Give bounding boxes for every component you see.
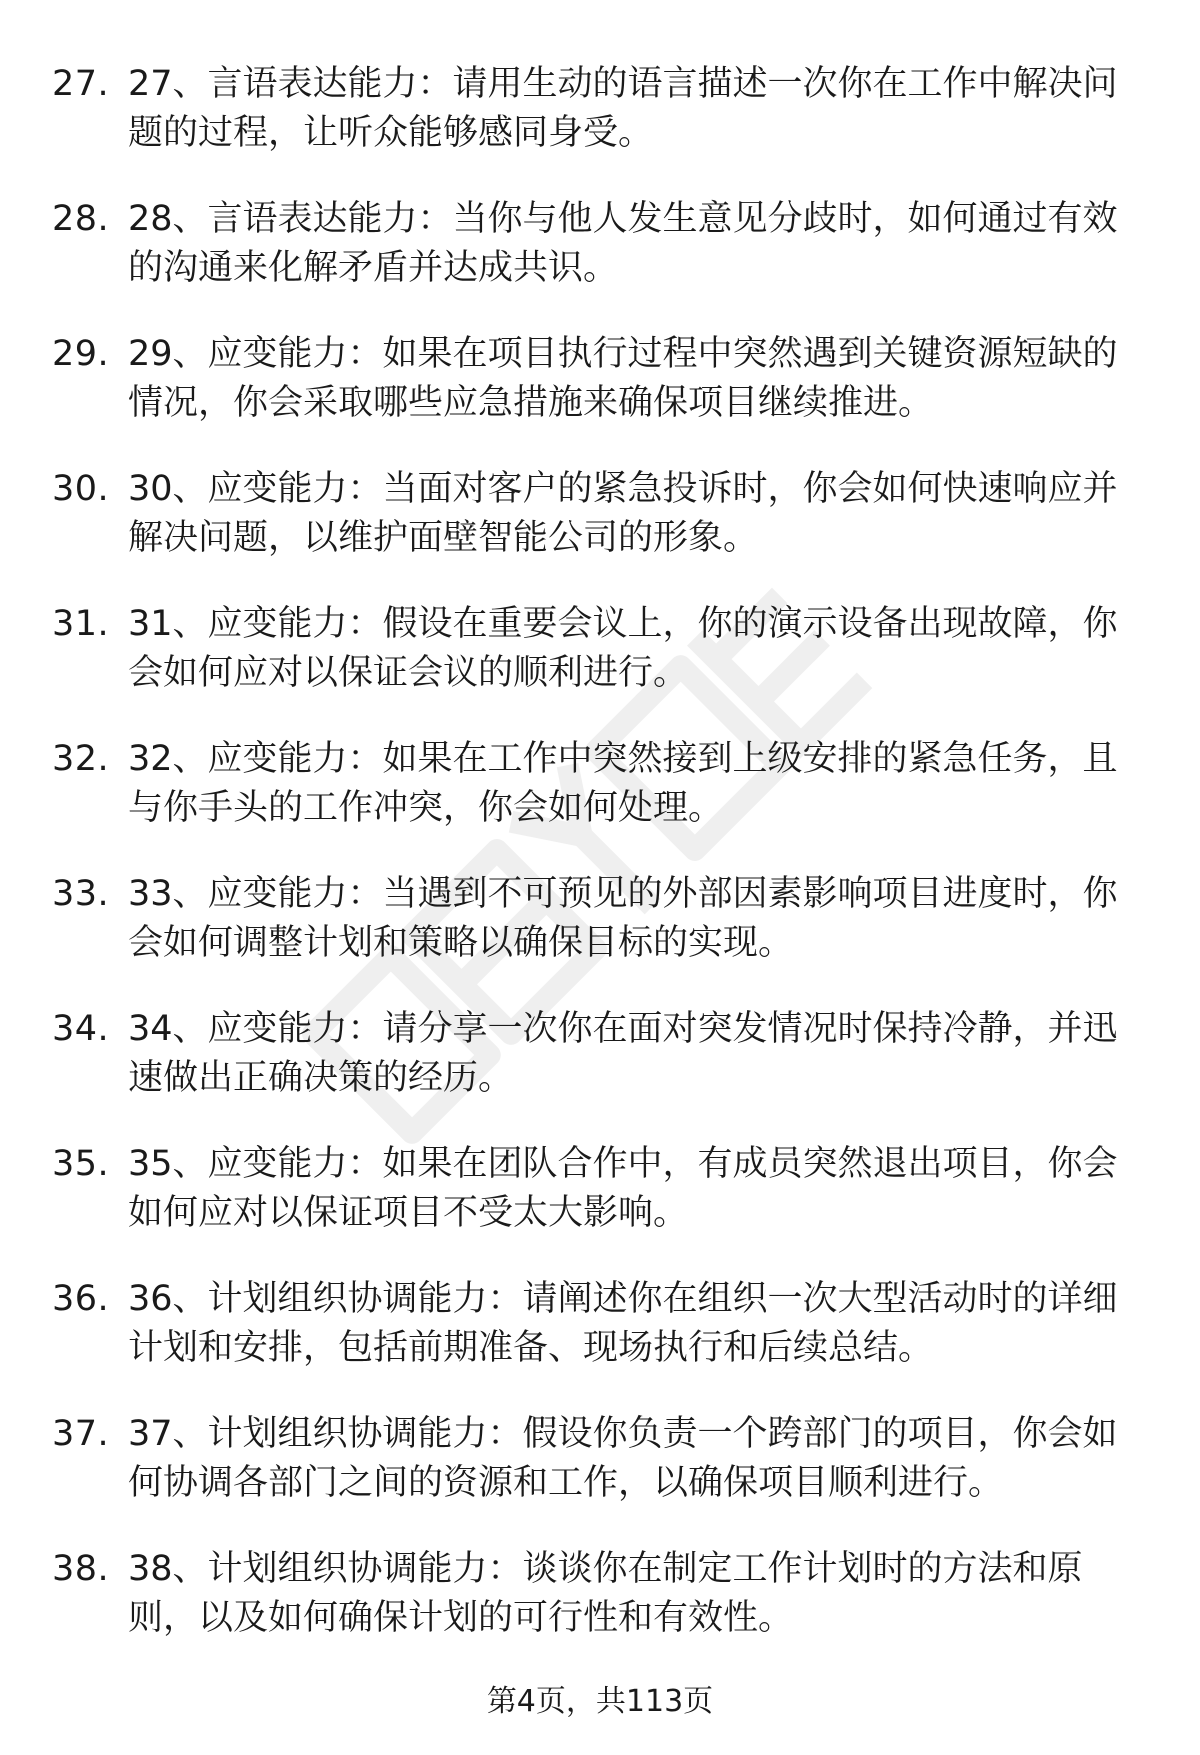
question-number: 37. (52, 1414, 110, 1454)
question-text: 31、应变能力：假设在重要会议上，你的演示设备出现故障，你会如何应对以保证会议的顺利进行。 (128, 604, 1118, 693)
question-text: 32、应变能力：如果在工作中突然接到上级安排的紧急任务，且与你手头的工作冲突，你会如何处理。 (128, 739, 1118, 828)
question-number: 32. (52, 739, 110, 779)
question-list (52, 60, 1152, 1680)
list-item (52, 870, 1152, 968)
question-text: 28、言语表达能力：当你与他人发生意见分歧时，如何通过有效的沟通来化解矛盾并达成共识。 (128, 199, 1118, 288)
page-footer: 第4页，共113页 (486, 1684, 714, 1719)
list-item (52, 1410, 1152, 1508)
question-number: 27. (52, 64, 110, 104)
question-text: 36、计划组织协调能力：请阐述你在组织一次大型活动时的详细计划和安排，包括前期准备、现场执行和后续总结。 (128, 1279, 1118, 1368)
question-text: 34、应变能力：请分享一次你在面对突发情况时保持冷静，并迅速做出正确决策的经历。 (128, 1009, 1118, 1098)
list-item (52, 330, 1152, 428)
question-text: 37、计划组织协调能力：假设你负责一个跨部门的项目，你会如何协调各部门之间的资源和工作，以确保项目顺利进行。 (128, 1414, 1118, 1503)
list-item (52, 1005, 1152, 1103)
question-number: 36. (52, 1279, 110, 1319)
list-item (52, 465, 1152, 563)
list-item (52, 60, 1152, 158)
question-number: 33. (52, 874, 110, 914)
list-item (52, 1545, 1152, 1643)
question-number: 31. (52, 604, 110, 644)
list-item (52, 1275, 1152, 1373)
list-item (52, 600, 1152, 698)
question-text: 35、应变能力：如果在团队合作中，有成员突然退出项目，你会如何应对以保证项目不受太大影响。 (128, 1144, 1118, 1233)
question-number: 34. (52, 1009, 110, 1049)
question-text: 30、应变能力：当面对客户的紧急投诉时，你会如何快速响应并解决问题，以维护面壁智能公司的形象。 (128, 469, 1118, 558)
question-text: 29、应变能力：如果在项目执行过程中突然遇到关键资源短缺的情况，你会采取哪些应急措施来确保项目继续推进。 (128, 334, 1118, 423)
list-item (52, 195, 1152, 293)
question-number: 29. (52, 334, 110, 374)
question-number: 30. (52, 469, 110, 509)
list-item (52, 735, 1152, 833)
question-text: 38、计划组织协调能力：谈谈你在制定工作计划时的方法和原则，以及如何确保计划的可行性和有效性。 (128, 1549, 1083, 1638)
question-number: 38. (52, 1549, 110, 1589)
question-number: 35. (52, 1144, 110, 1184)
question-number: 28. (52, 199, 110, 239)
question-text: 33、应变能力：当遇到不可预见的外部因素影响项目进度时，你会如何调整计划和策略以确保目标的实现。 (128, 874, 1118, 963)
question-text: 27、言语表达能力：请用生动的语言描述一次你在工作中解决问题的过程，让听众能够感同身受。 (128, 64, 1118, 153)
list-item (52, 1140, 1152, 1238)
